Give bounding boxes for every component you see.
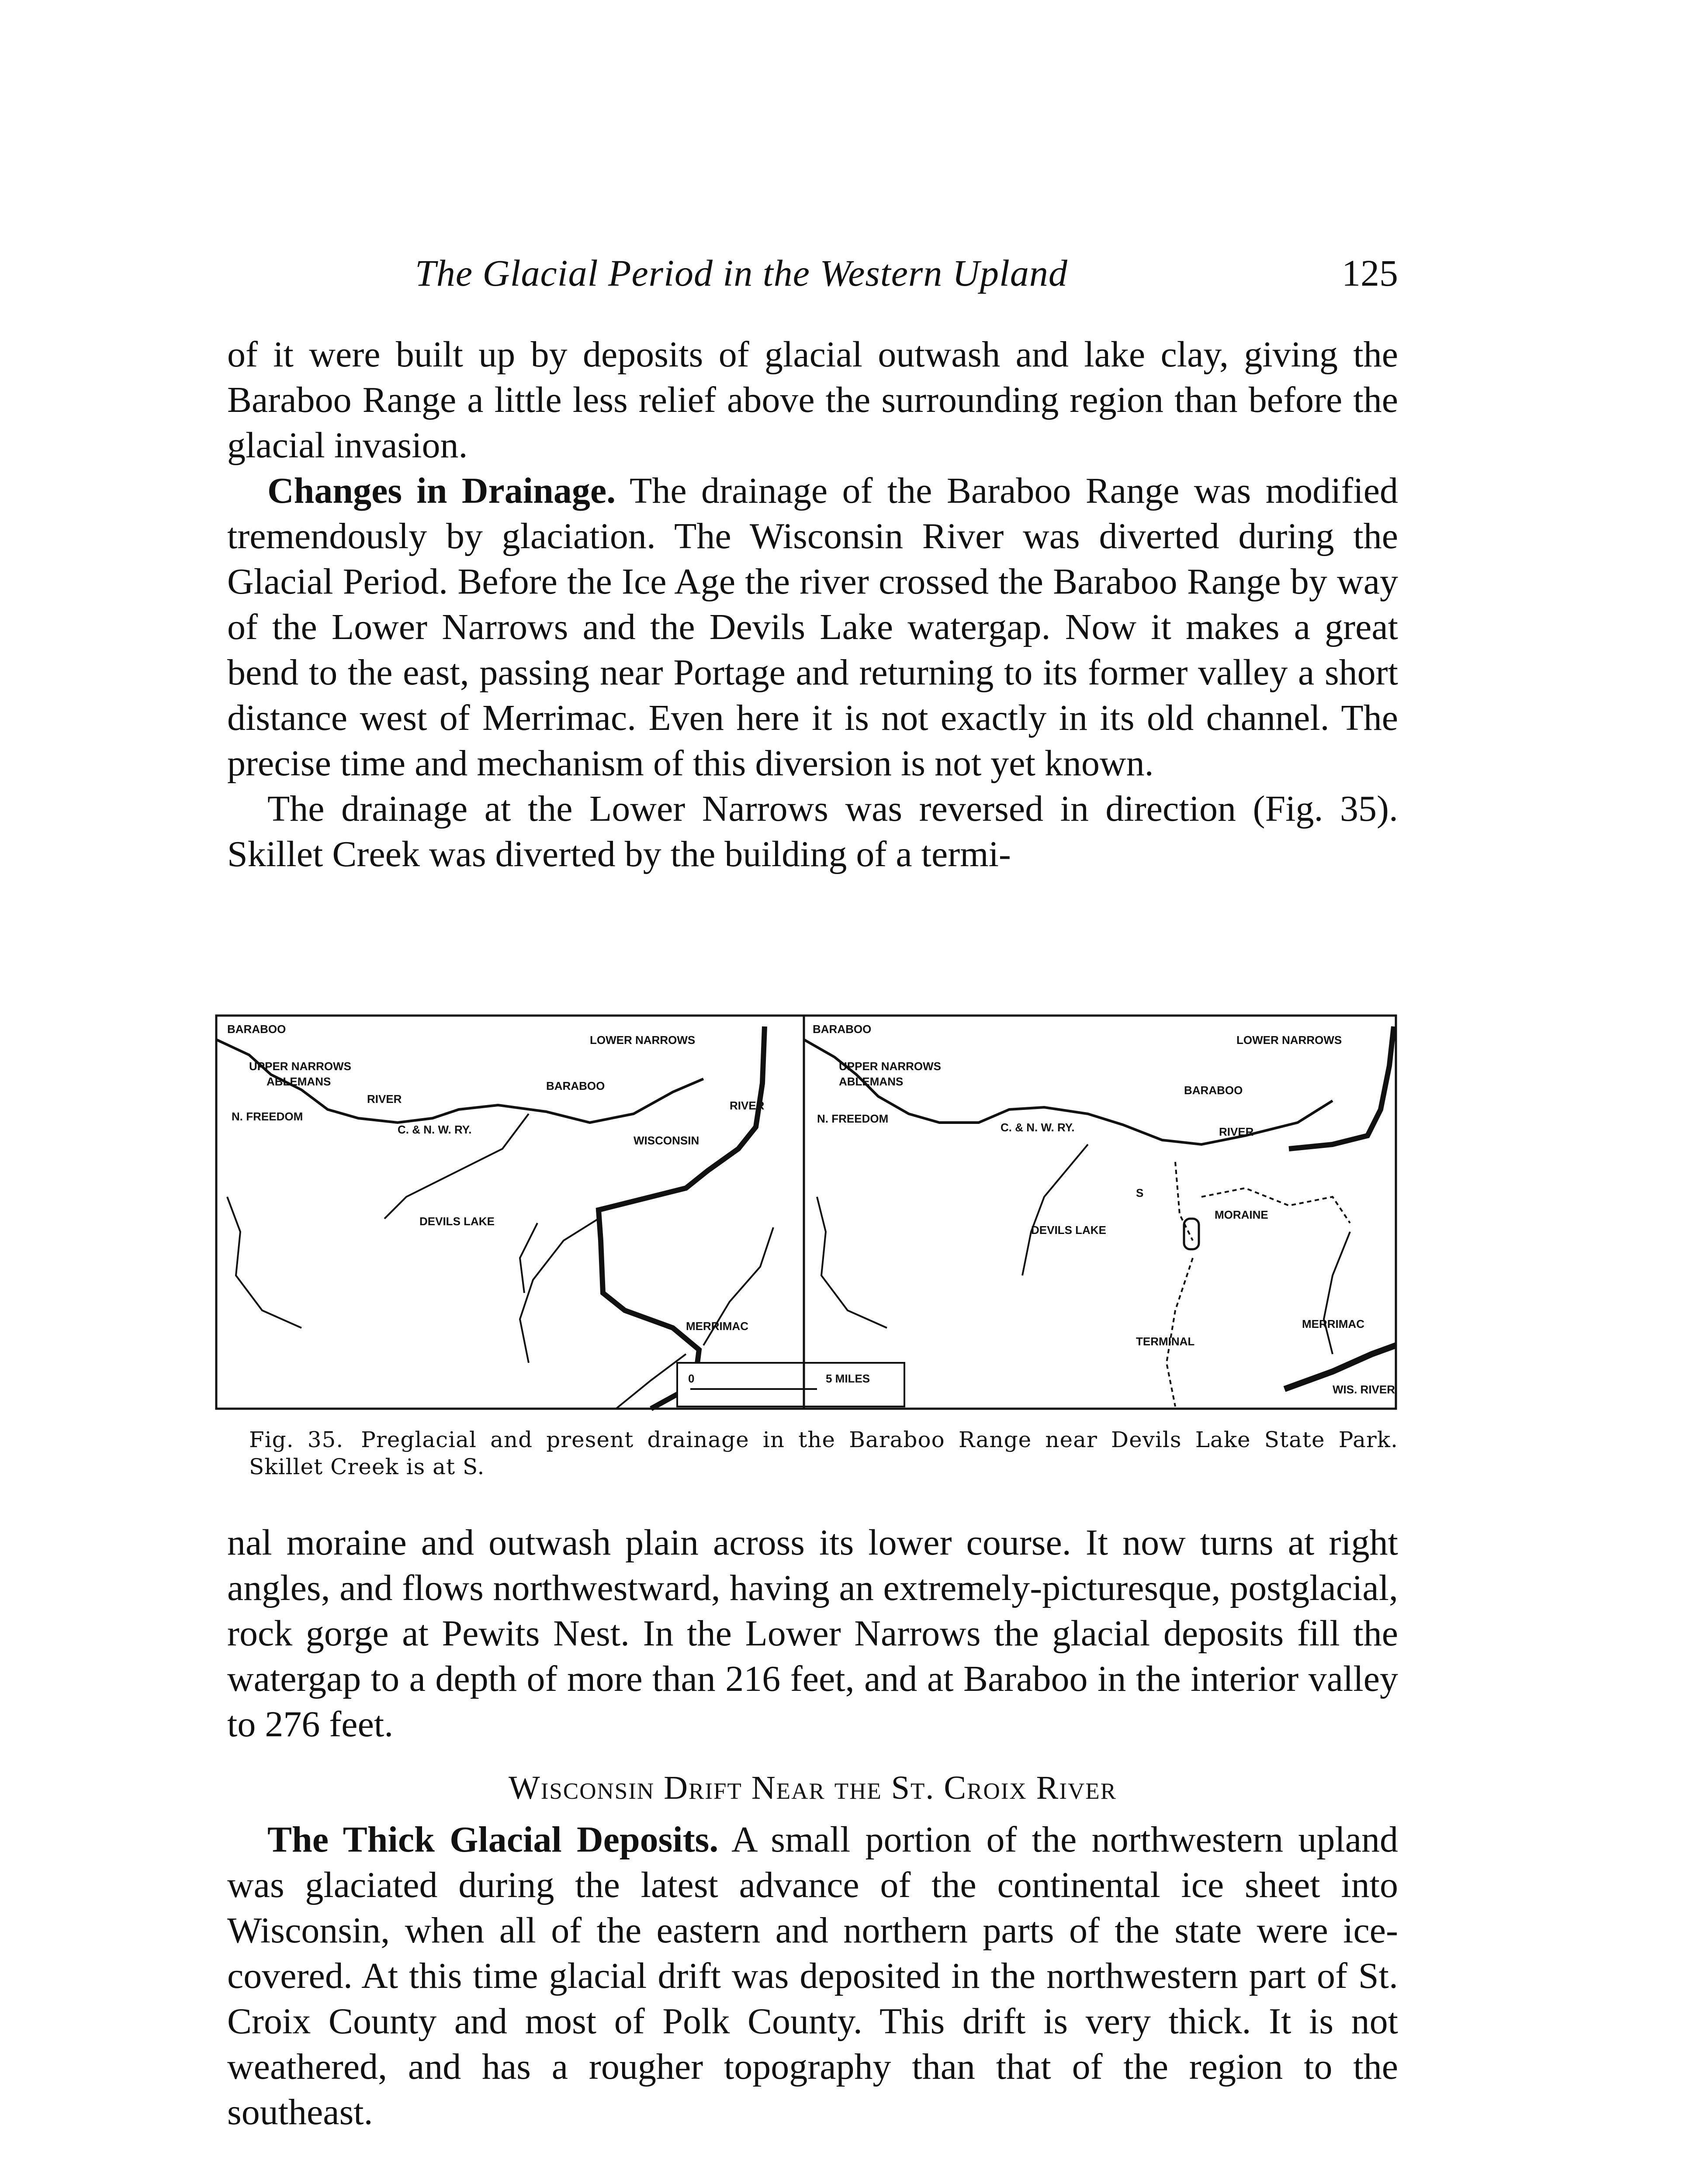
map-label: MERRIMAC (686, 1320, 748, 1333)
paragraph: of it were built up by deposits of glacial outwash and lake clay, giving the Baraboo Range a little less relief above the surrounding region than before the glacial invasion. (227, 334, 1398, 466)
map-label: WISCONSIN (634, 1134, 699, 1147)
map-label: C. & N. W. RY. (398, 1123, 472, 1136)
map-label: BARABOO (813, 1023, 872, 1036)
map-label: UPPER NARROWS (249, 1060, 352, 1073)
paragraph-lead: The Thick Glacial Deposits. (267, 1819, 719, 1860)
wis-river-south (1284, 1345, 1396, 1389)
map-label: LOWER NARROWS (1236, 1033, 1342, 1047)
running-title: The Glacial Period in the Western Upland (415, 252, 1068, 294)
map-label: RIVER (730, 1099, 765, 1112)
paragraph (227, 468, 1398, 786)
map-label: BARABOO (1184, 1084, 1243, 1097)
paragraph-text: A small portion of the northwestern upland was glaciated during the latest advance of the continental ice sheet into Wisconsin, when all of the eastern and northern parts of the state were ice-covered. At this time glacial drift was deposited in the northwestern part of St. Croix County and most of Polk County. This drift is very thick. It is not weathered, and has a rougher topography than that of the region to the southeast. (227, 1819, 1399, 2132)
map-label: DEVILS LAKE (1031, 1223, 1106, 1237)
terminal-moraine-line (1167, 1258, 1193, 1406)
paragraph: nal moraine and outwash plain across its lower course. It now turns at right angles, and flows northwestward, having an extremely-picturesque, postglacial, rock gorge at Pewits Nest. In the Lower Narrows the glacial deposits fill the watergap to a depth of more than 216 feet, and at Baraboo in the interior valley to 276 feet. (227, 1522, 1398, 1745)
map-label: LOWER NARROWS (590, 1033, 696, 1047)
wisconsin-river-old (599, 1026, 765, 1409)
map-label: WIS. RIVER (1333, 1383, 1395, 1396)
scale-box (677, 1363, 904, 1406)
left-map-frame (216, 1016, 804, 1409)
map-label: BARABOO (546, 1079, 605, 1092)
paragraph (227, 1817, 1398, 2135)
figure-caption (249, 1426, 1398, 1480)
section-heading: Wisconsin Drift Near the St. Croix River (508, 1769, 1117, 1806)
map-label: DEVILS LAKE (419, 1215, 495, 1228)
scale-label: 5 MILES (826, 1372, 870, 1385)
stream (616, 1354, 686, 1409)
body-text-middle (227, 1520, 1398, 1747)
paragraph: The drainage at the Lower Narrows was reversed in direction (Fig. 35). Skillet Creek was diverted by the building of a termi- (227, 788, 1398, 874)
map-label: N. FREEDOM (817, 1112, 889, 1125)
left-map (216, 1016, 904, 1409)
paragraph-lead: Changes in Drainage. (267, 470, 616, 511)
map-label: ABLEMANS (267, 1075, 331, 1088)
map-label: S (1136, 1186, 1144, 1199)
map-label: BARABOO (227, 1023, 286, 1036)
map-label: TERMINAL (1136, 1335, 1195, 1348)
right-map (804, 1016, 1396, 1409)
page-number: 125 (1342, 252, 1398, 294)
body-text-section (227, 1817, 1398, 2135)
page-header (227, 251, 1398, 308)
devils-lake-shore (520, 1223, 537, 1293)
stream (1324, 1232, 1350, 1354)
map-label: N. FREEDOM (232, 1110, 303, 1123)
stream (520, 1219, 599, 1363)
map-label: C. & N. W. RY. (1001, 1121, 1075, 1134)
stream (817, 1197, 887, 1328)
caption-text: Preglacial and present drainage in the Baraboo Range near Devils Lake State Park. Skillet Creek is at S. (249, 1427, 1398, 1479)
scale-zero: 0 (688, 1372, 695, 1385)
map-label: RIVER (1219, 1125, 1254, 1138)
map-label: MORAINE (1215, 1208, 1268, 1221)
stream (1022, 1144, 1088, 1275)
map-label: MERRIMAC (1302, 1317, 1364, 1330)
map-label: UPPER NARROWS (839, 1060, 942, 1073)
map-label: ABLEMANS (839, 1075, 904, 1088)
stream (227, 1197, 301, 1328)
devils-lake (1184, 1219, 1199, 1249)
figure-label: Fig. 35. (249, 1427, 344, 1452)
figure-35 (214, 1013, 1398, 1420)
body-text-top (227, 332, 1398, 877)
map-label: RIVER (367, 1092, 402, 1106)
drainage-maps (214, 1013, 1398, 1420)
paragraph-text: The drainage of the Baraboo Range was modified tremendously by glaciation. The Wisconsin River was diverted during the Glacial Period. Before the Ice Age the river crossed the Baraboo Range by way of the Lower Narrows and the Devils Lake watergap. Now it makes a great bend to the east, passing near Portage and returning to its former valley a short distance west of Merrimac. Even here it is not exactly in its old channel. The precise time and mechanism of this diversion is not yet known. (227, 470, 1399, 784)
right-map-frame (804, 1016, 1396, 1409)
